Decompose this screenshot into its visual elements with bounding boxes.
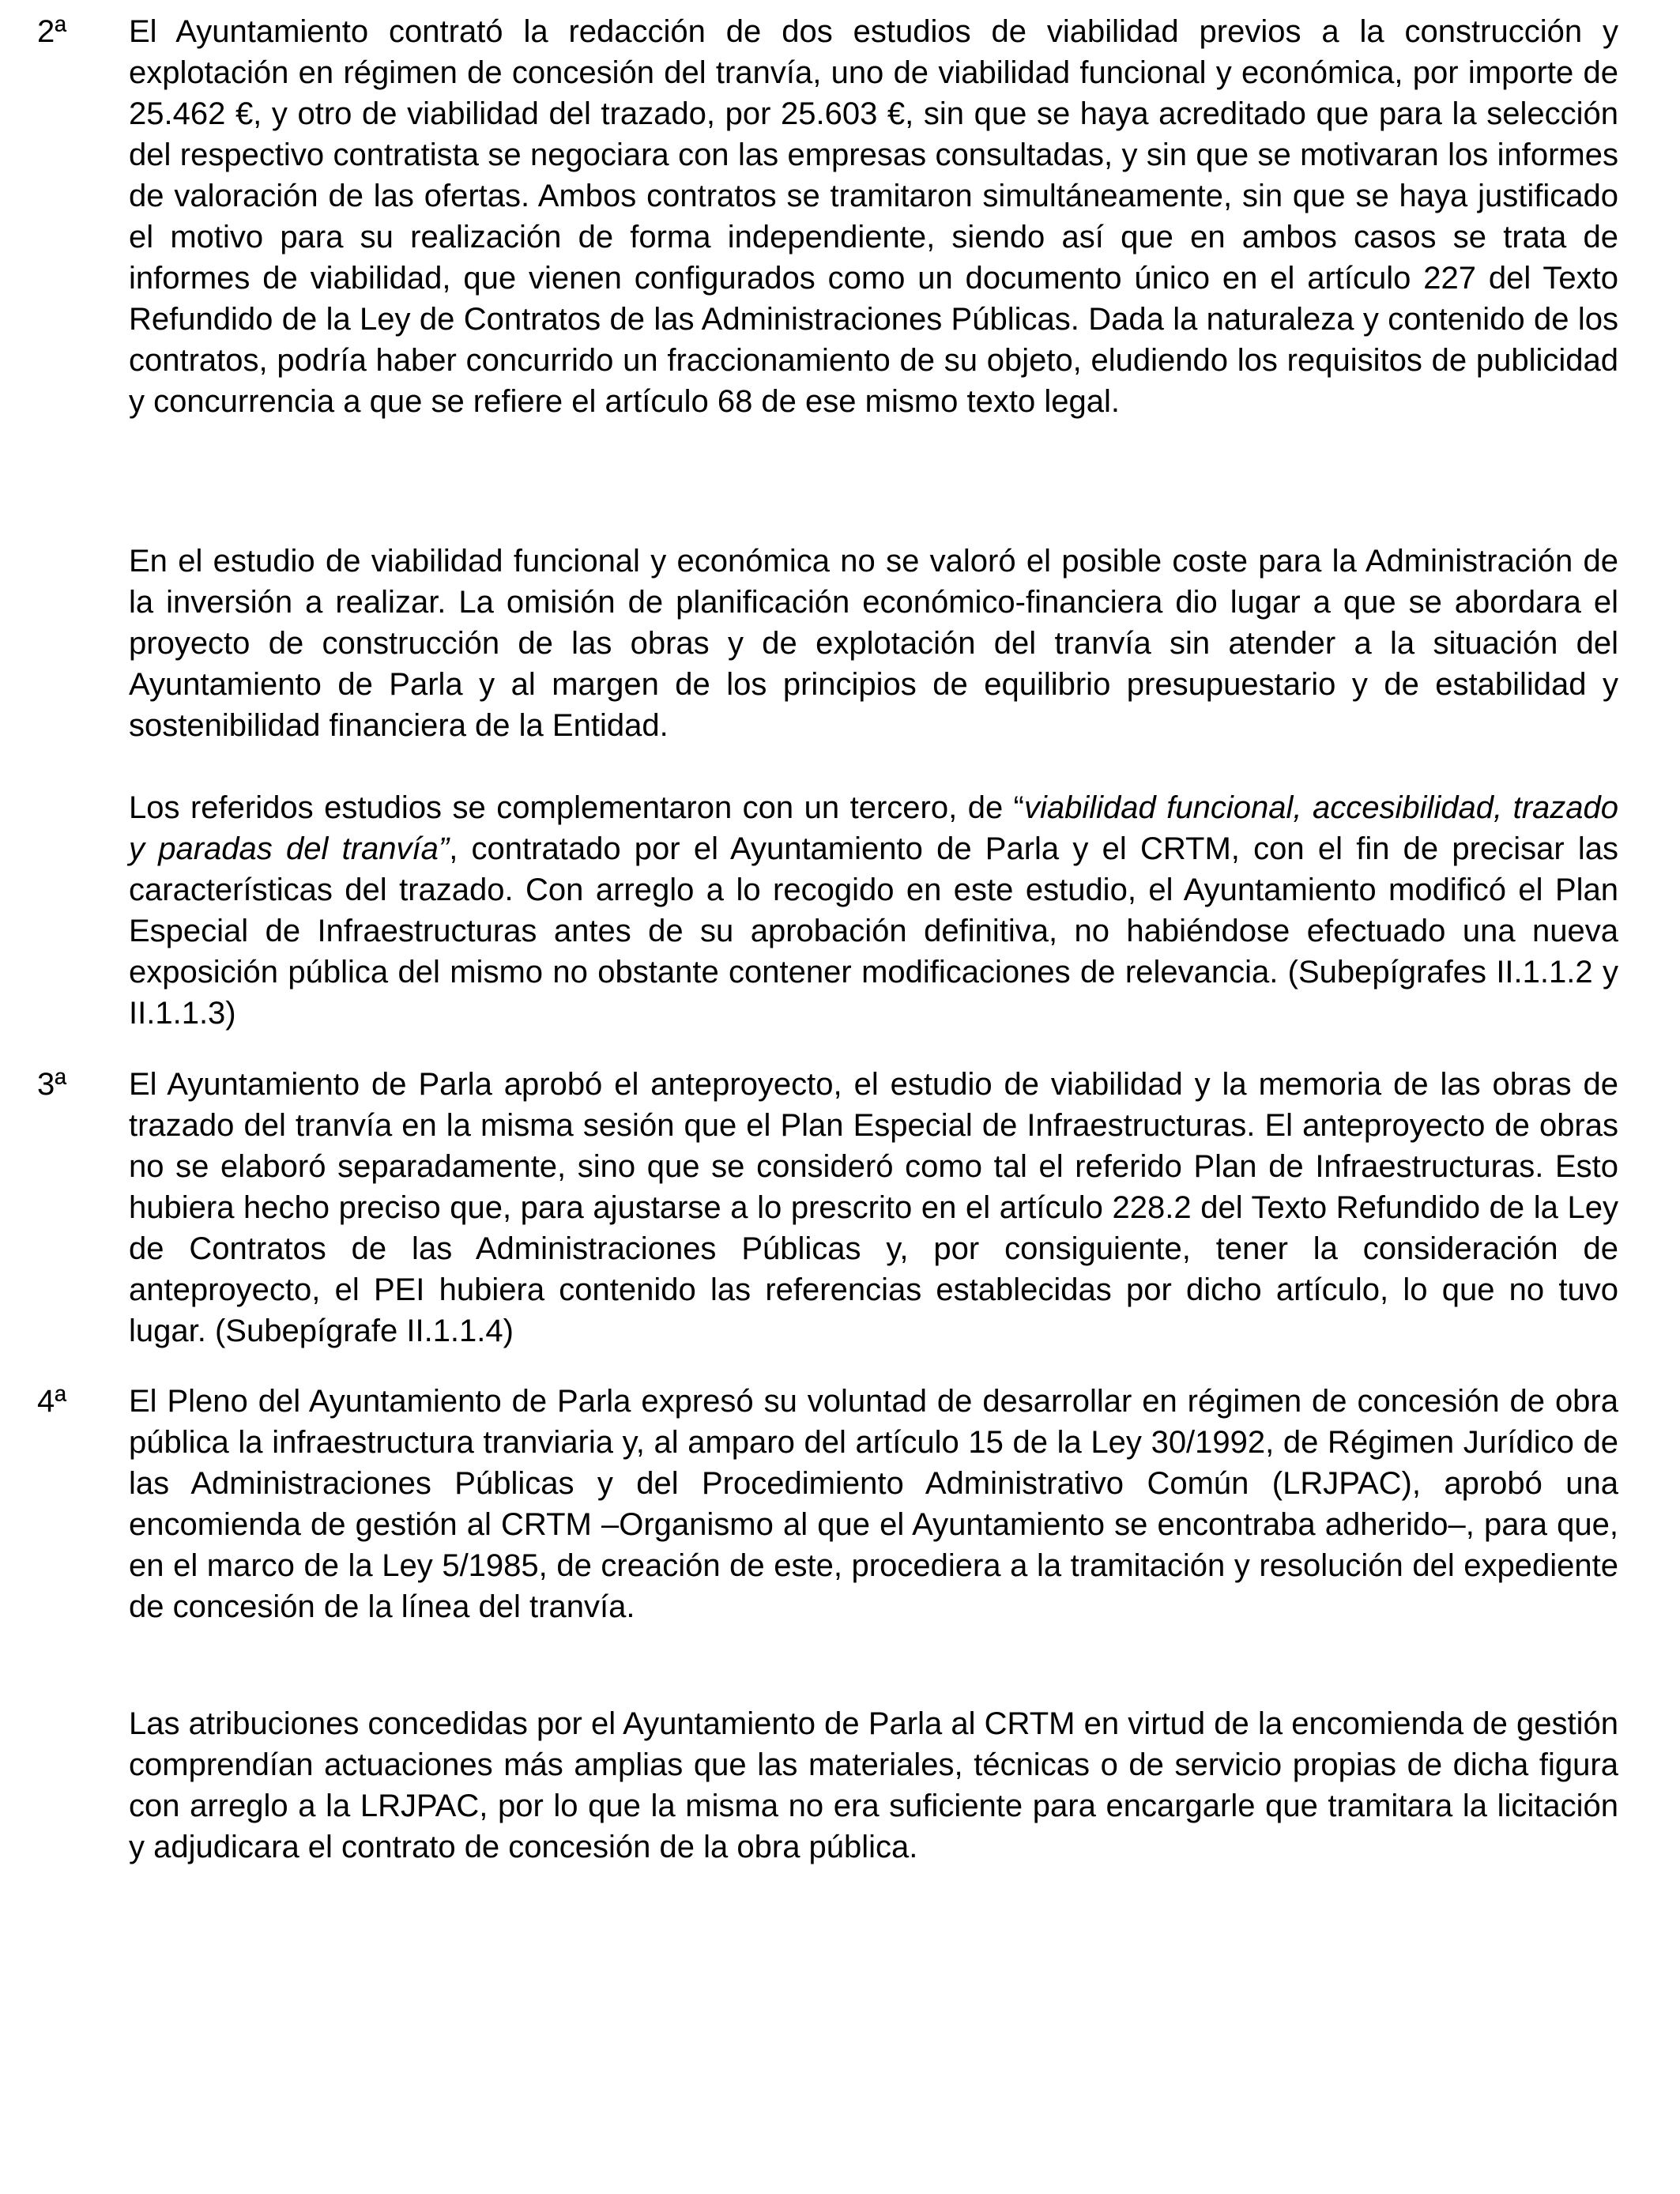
- paragraph-text: El Ayuntamiento de Parla aprobó el anteproyecto, el estudio de viabilidad y la memoria de las obras de trazado del tranvía en la misma sesión que el Plan Especial de Infraestructuras. El anteproyecto de obras no se elaboró separadamente, sino que se consideró como tal el referido Plan de Infraestructuras. Esto hubiera hecho preciso que, para ajustarse a lo prescrito en el artículo 228.2 del Texto Refundido de la Ley de Contratos de las Administraciones Públicas y, por consiguiente, tener la consideración de anteproyecto, el PEI hubiera contenido las referencias establecidas por dicho artículo, lo que no tuvo lugar. (Subepígrafe II.1.1.4): [129, 1067, 1618, 1348]
- paragraph-text: , contratado por el Ayuntamiento de Parla y el CRTM, con el fin de precisar las características del trazado. Con arreglo a lo recogido en este estudio, el Ayuntamiento modificó el Plan Especial de Infraestructuras antes de su aprobación definitiva, no habiéndose efectuado una nueva exposición pública del mismo no obstante contener modificaciones de relevancia. (Subepígrafes II.1.1.2 y II.1.1.3): [129, 831, 1619, 1031]
- italic-title: viabilidad funcional, accesibilidad, trazado y paradas del tranvía”: [129, 790, 1619, 866]
- paragraph-text: En el estudio de viabilidad funcional y económica no se valoró el posible coste para la Administración de la inversión a realizar. La omisión de planificación económico-financiera dio lugar a que se abordara el proyecto de construcción de las obras y de explotación del tranvía sin atender a la situación del Ayuntamiento de Parla y al margen de los principios de equilibrio presupuestario y de estabilidad y sostenibilidad financiera de la Entidad.: [129, 544, 1618, 743]
- item-number: 3ª: [37, 1067, 67, 1102]
- paragraph: [129, 541, 1618, 746]
- paragraph-text: Las atribuciones concedidas por el Ayuntamiento de Parla al CRTM en virtud de la encomienda de gestión comprendían actuaciones más amplias que las materiales, técnicas o de servicio propias de dicha figura con arreglo a la LRJPAC, por lo que la misma no era suficiente para encargarle que tramitara la licitación y adjudicara el contrato de concesión de la obra pública.: [129, 1706, 1618, 1864]
- item-number: 2ª: [37, 14, 67, 49]
- paragraph-text: El Ayuntamiento contrató la redacción de dos estudios de viabilidad previos a la construcción y explotación en régimen de concesión del tranvía, uno de viabilidad funcional y económica, por importe de 25.462 €, y otro de viabilidad del trazado, por 25.603 €, sin que se haya acreditado que para la selección del respectivo contratista se negociara con las empresas consultadas, y sin que se motivaran los informes de valoración de las ofertas. Ambos contratos se tramitaron simultáneamente, sin que se haya justificado el motivo para su realización de forma independiente, siendo así que en ambos casos se trata de informes de viabilidad, que vienen configurados como un documento único en el artículo 227 del Texto Refundido de la Ley de Contratos de las Administraciones Públicas. Dada la naturaleza y contenido de los contratos, podría haber concurrido un fraccionamiento de su objeto, eludiendo los requisitos de publicidad y concurrencia a que se refiere el artículo 68 de ese mismo texto legal.: [129, 14, 1618, 419]
- paragraph: [129, 11, 1618, 422]
- paragraph-text: El Pleno del Ayuntamiento de Parla expresó su voluntad de desarrollar en régimen de concesión de obra pública la infraestructura tranviaria y, al amparo del artículo 15 de la Ley 30/1992, de Régimen Jurídico de las Administraciones Públicas y del Procedimiento Administrativo Común (LRJPAC), aprobó una encomienda de gestión al CRTM –Organismo al que el Ayuntamiento se encontraba adherido–, para que, en el marco de la Ley 5/1985, de creación de este, procediera a la tramitación y resolución del expediente de concesión de la línea del tranvía.: [129, 1384, 1618, 1624]
- item-number: 4ª: [37, 1384, 67, 1419]
- paragraph-text: Los referidos estudios se complementaron con un tercero, de “: [129, 790, 1024, 825]
- paragraph: [129, 1381, 1618, 1627]
- paragraph: [129, 1703, 1618, 1868]
- paragraph: [129, 1064, 1618, 1351]
- paragraph: [129, 787, 1618, 1034]
